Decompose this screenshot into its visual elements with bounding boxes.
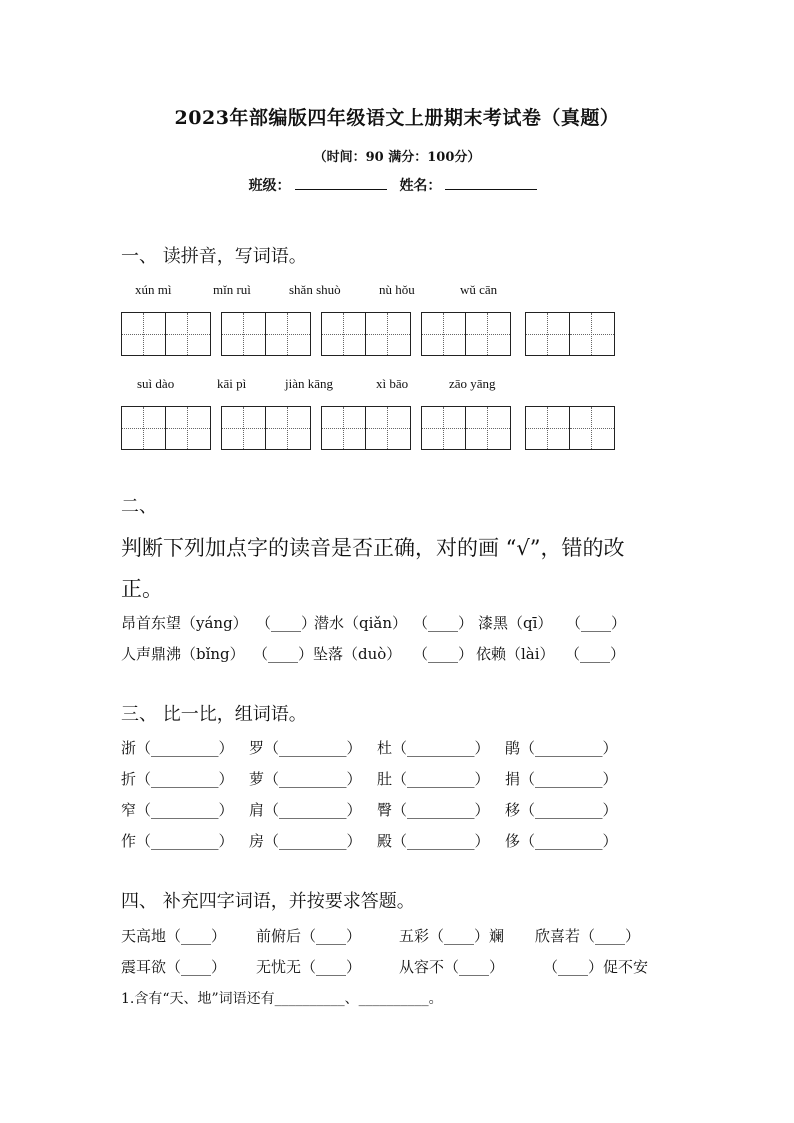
page-title: 2023年部编版四年级语文上册期末考试卷（真题） bbox=[174, 107, 620, 129]
question-1[interactable]: 1.含有“天、地”词语还有__________、__________。 bbox=[121, 991, 443, 1007]
character: 折 bbox=[121, 770, 137, 788]
word-item bbox=[505, 768, 618, 789]
idiom-item[interactable]: 前俯后（____） bbox=[256, 927, 362, 945]
pinyin: mǐn ruì bbox=[213, 282, 251, 297]
writing-grid[interactable] bbox=[525, 406, 615, 450]
writing-grid[interactable] bbox=[321, 312, 411, 356]
pinyin: kāi pì bbox=[217, 376, 247, 391]
character: 侈 bbox=[505, 832, 521, 850]
reading-item: 漆黑（qī） bbox=[478, 614, 553, 632]
word-item bbox=[249, 737, 362, 758]
word-blank[interactable]: （_________） bbox=[136, 801, 234, 819]
reading-item: 依赖（lài） bbox=[476, 645, 555, 663]
character: 臀 bbox=[377, 801, 393, 819]
word-item bbox=[121, 768, 234, 789]
class-label: 班级： bbox=[248, 178, 291, 194]
writing-grid[interactable] bbox=[221, 312, 311, 356]
idiom-item[interactable]: 五彩（____）斓 bbox=[399, 927, 505, 945]
word-blank[interactable]: （_________） bbox=[264, 739, 362, 757]
word-blank[interactable]: （_________） bbox=[520, 770, 618, 788]
answer-blank[interactable]: （____） bbox=[566, 614, 627, 632]
idiom-item[interactable]: 欣喜若（____） bbox=[535, 927, 641, 945]
character: 浙 bbox=[121, 739, 137, 757]
word-blank[interactable]: （_________） bbox=[392, 832, 490, 850]
word-item bbox=[121, 799, 234, 820]
pinyin: shǎn shuò bbox=[289, 282, 341, 297]
word-item bbox=[121, 830, 234, 851]
pinyin: jiàn kāng bbox=[285, 376, 334, 391]
word-blank[interactable]: （_________） bbox=[392, 739, 490, 757]
reading-item: 潜水（qiǎn） bbox=[314, 614, 408, 632]
writing-grid[interactable] bbox=[421, 406, 511, 450]
character: 捐 bbox=[505, 770, 521, 788]
character: 殿 bbox=[377, 832, 393, 850]
answer-blank[interactable]: （____） bbox=[256, 614, 317, 632]
word-blank[interactable]: （_________） bbox=[136, 770, 234, 788]
answer-blank[interactable]: （____） bbox=[413, 614, 474, 632]
character: 肚 bbox=[377, 770, 393, 788]
answer-blank[interactable]: （____） bbox=[413, 645, 474, 663]
character: 罗 bbox=[249, 739, 265, 757]
section-3-heading: 三、 比一比，组词语。 bbox=[121, 704, 307, 725]
word-blank[interactable]: （_________） bbox=[264, 832, 362, 850]
word-item bbox=[505, 737, 618, 758]
word-blank[interactable]: （_________） bbox=[392, 770, 490, 788]
word-blank[interactable]: （_________） bbox=[136, 739, 234, 757]
section-2-heading: 二、 bbox=[121, 496, 157, 517]
character: 移 bbox=[505, 801, 521, 819]
student-info-line bbox=[0, 175, 794, 195]
writing-grid[interactable] bbox=[421, 312, 511, 356]
name-field[interactable] bbox=[445, 175, 537, 190]
word-item bbox=[377, 737, 490, 758]
answer-blank[interactable]: （____） bbox=[253, 645, 314, 663]
class-field[interactable] bbox=[295, 175, 387, 190]
writing-grid[interactable] bbox=[525, 312, 615, 356]
word-item bbox=[249, 830, 362, 851]
character: 鹃 bbox=[505, 739, 521, 757]
reading-item: 人声鼎沸（bǐng） bbox=[121, 645, 245, 663]
pinyin: xì bāo bbox=[376, 376, 409, 391]
word-blank[interactable]: （_________） bbox=[264, 770, 362, 788]
word-blank[interactable]: （_________） bbox=[264, 801, 362, 819]
writing-grid[interactable] bbox=[321, 406, 411, 450]
character: 杜 bbox=[377, 739, 393, 757]
character: 作 bbox=[121, 832, 137, 850]
reading-item: 昂首东望（yáng） bbox=[121, 614, 248, 632]
pinyin: wǔ cān bbox=[460, 282, 498, 297]
word-blank[interactable]: （_________） bbox=[520, 739, 618, 757]
word-item bbox=[377, 799, 490, 820]
word-item bbox=[505, 830, 618, 851]
pinyin: xún mì bbox=[135, 282, 172, 297]
writing-grid[interactable] bbox=[121, 312, 211, 356]
word-item bbox=[249, 799, 362, 820]
section-4-heading: 四、 补充四字词语，并按要求答题。 bbox=[121, 891, 415, 912]
exam-info: （时间：90 满分：100分） bbox=[313, 150, 481, 165]
pinyin: suì dào bbox=[137, 376, 175, 391]
answer-blank[interactable]: （____） bbox=[565, 645, 626, 663]
word-item bbox=[121, 737, 234, 758]
word-blank[interactable]: （_________） bbox=[392, 801, 490, 819]
character: 萝 bbox=[249, 770, 265, 788]
section-2-instruction: 判断下列加点字的读音是否正确，对的画 “√”，错的改 bbox=[121, 536, 625, 560]
writing-grid[interactable] bbox=[121, 406, 211, 450]
idiom-item[interactable]: 天高地（____） bbox=[121, 927, 227, 945]
word-blank[interactable]: （_________） bbox=[520, 832, 618, 850]
section-2-instruction-cont: 正。 bbox=[121, 577, 163, 601]
word-item bbox=[505, 799, 618, 820]
idiom-item[interactable]: 震耳欲（____） bbox=[121, 958, 227, 976]
pinyin: nù hǒu bbox=[379, 282, 415, 297]
idiom-item[interactable]: （____）促不安 bbox=[543, 958, 649, 976]
word-blank[interactable]: （_________） bbox=[136, 832, 234, 850]
word-blank[interactable]: （_________） bbox=[520, 801, 618, 819]
pinyin: zāo yāng bbox=[449, 376, 496, 391]
word-item bbox=[377, 830, 490, 851]
character: 窄 bbox=[121, 801, 137, 819]
word-item bbox=[249, 768, 362, 789]
name-label: 姓名： bbox=[399, 178, 442, 194]
character: 房 bbox=[249, 832, 265, 850]
section-1-heading: 一、 读拼音，写词语。 bbox=[121, 246, 307, 267]
reading-item: 坠落（duò） bbox=[313, 645, 402, 663]
character: 肩 bbox=[249, 801, 265, 819]
word-item bbox=[377, 768, 490, 789]
writing-grid[interactable] bbox=[221, 406, 311, 450]
idiom-item[interactable]: 从容不（____） bbox=[399, 958, 505, 976]
idiom-item[interactable]: 无忧无（____） bbox=[256, 958, 362, 976]
